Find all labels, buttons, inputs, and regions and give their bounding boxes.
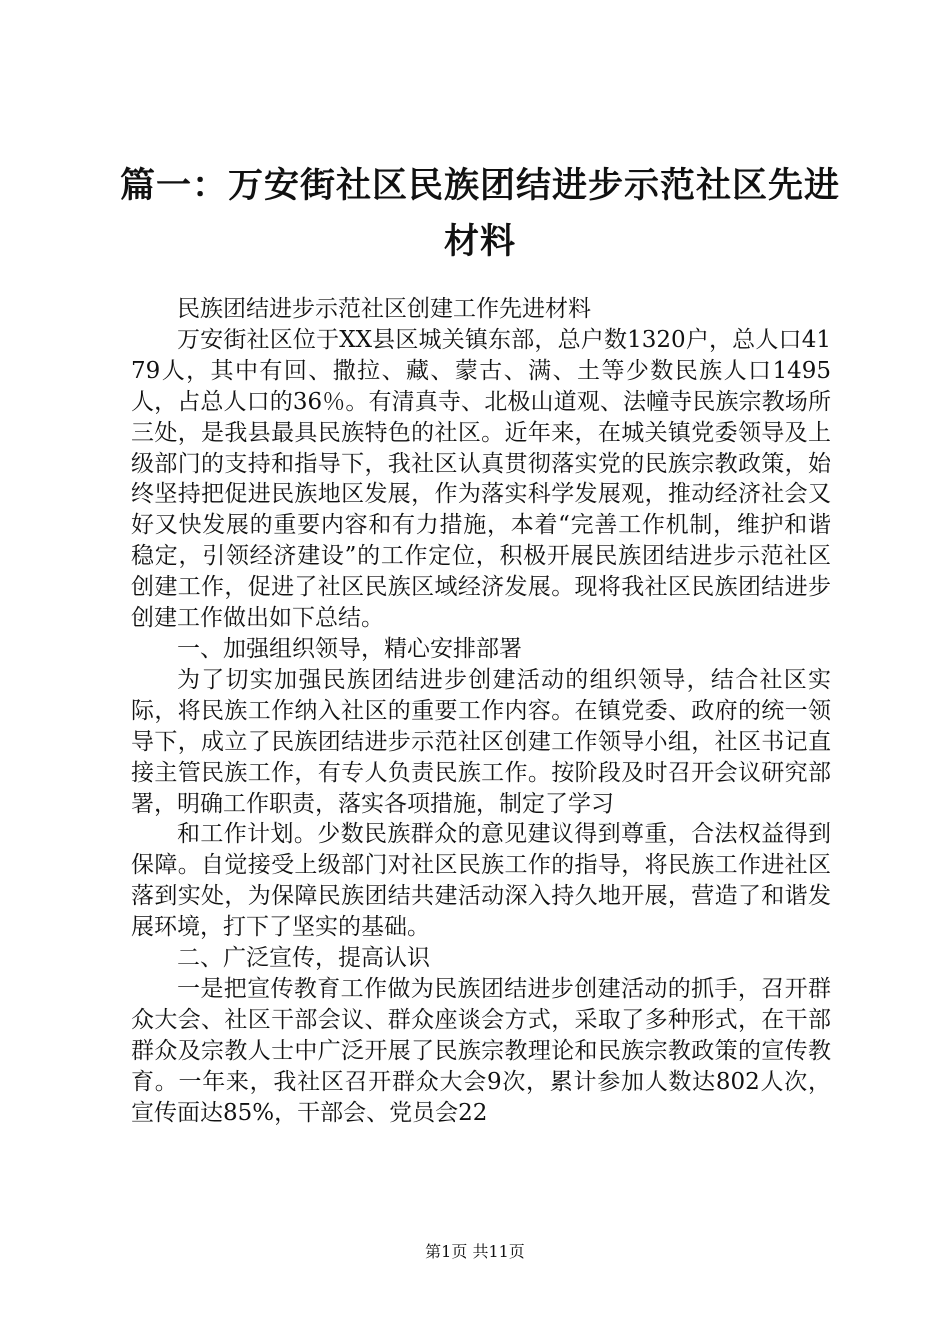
paragraph-subtitle: 民族团结进步示范社区创建工作先进材料 [177,296,591,322]
paragraph-section-1a: 为了切实加强民族团结进步创建活动的组织领导，结合社区实际，将民族工作纳入社区的重要工作内容。在镇党委、政府的统一领导下，成立了民族团结进步示范社区创建工作领导小组，社区书记直接主管民族工作，有专人负责民族工作。按阶段及时召开会议研究部署，明确工作职责，落实各项措施，制定了学习 [131,666,831,817]
document-title: 篇一：万安街社区民族团结进步示范社区先进材料 [120,165,841,262]
paragraph-section-1b: 和工作计划。少数民族群众的意见建议得到尊重，合法权益得到保障。自觉接受上级部门对社区民族工作的指导，将民族工作进社区落到实处，为保障民族团结共建活动深入持久地开展，营造了和谐发展环境，打下了坚实的基础。 [131,821,831,941]
page-footer: 第1页 共11页 [425,1242,525,1261]
paragraph-intro: 万安街社区位于XX县区城关镇东部，总户数1320户，总人口4179人，其中有回、撒拉、藏、蒙古、满、土等少数民族人口1495人，占总人口的36％。有清真寺、北极山道观、法幢寺民族宗教场所三处，是我县最具民族特色的社区。近年来，在城关镇党委领导及上级部门的支持和指导下，我社区认真贯彻落实党的民族宗教政策，始终坚持把促进民族地区发展，作为落实科学发展观，推动经济社会又好又快发展的重要内容和有力措施，本着“完善工作机制，维护和谐稳定，引领经济建设”的工作定位，积极开展民族团结进步示范社区创建工作，促进了社区民族区域经济发展。现将我社区民族团结进步创建工作做出如下总结。 [131,326,831,632]
section-heading-2: 二、广泛宣传，提高认识 [177,945,430,972]
paragraph-section-2a: 一是把宣传教育工作做为民族团结进步创建活动的抓手，召开群众大会、社区干部会议、群众座谈会方式，采取了多种形式，在干部群众及宗教人士中广泛开展了民族宗教理论和民族宗教政策的宣传教育。一年来，我社区召开群众大会9次，累计参加人数达802人次，宣传面达85%，干部会、党员会22 [131,975,831,1126]
section-heading-1: 一、加强组织领导，精心安排部署 [177,635,522,662]
document-body [131,294,831,1128]
